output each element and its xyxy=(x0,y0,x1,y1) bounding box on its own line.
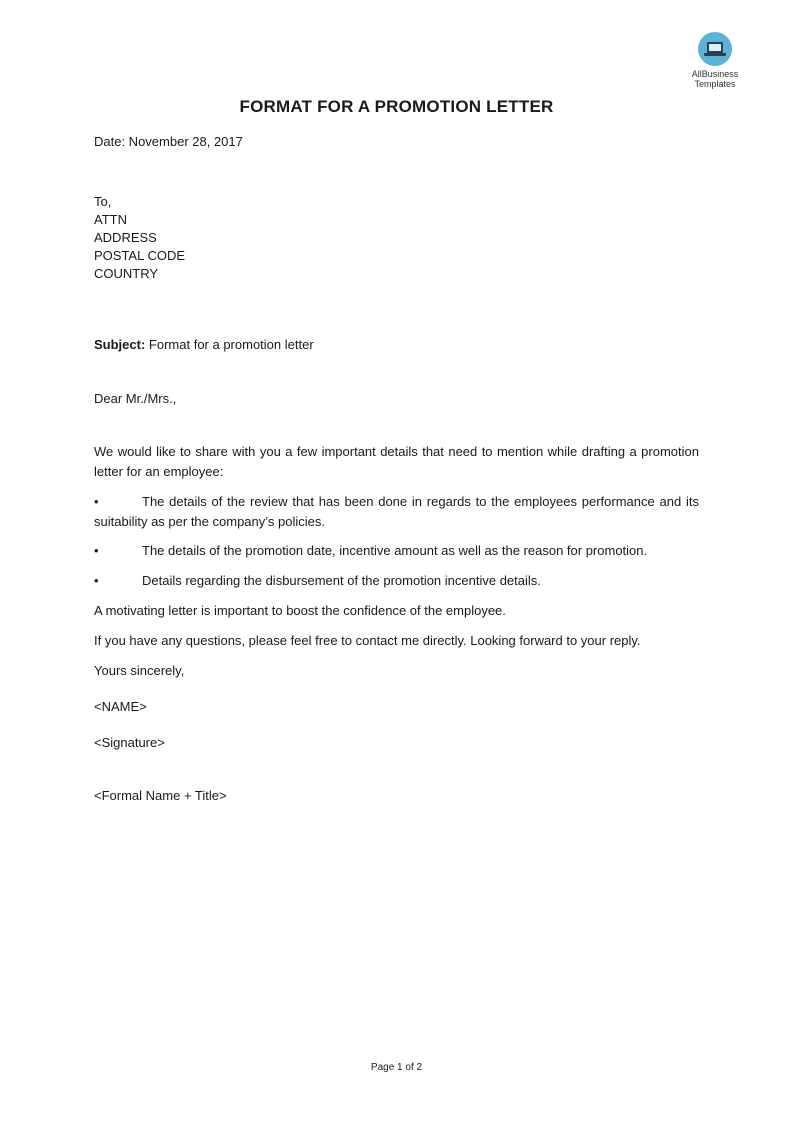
bullet-symbol: • xyxy=(94,494,99,509)
company-logo xyxy=(680,32,750,89)
address-country: COUNTRY xyxy=(94,266,159,281)
subject-text: Format for a promotion letter xyxy=(148,337,314,352)
bullet-symbol: • xyxy=(94,573,99,588)
logo-line-1: AllBusiness xyxy=(691,69,739,79)
laptop-icon xyxy=(698,32,732,66)
greeting: Dear Mr./Mrs., xyxy=(94,391,177,406)
bullet-symbol: • xyxy=(94,543,99,558)
questions-paragraph: If you have any questions, please feel free to contact me directly. Looking forward to your reply. xyxy=(94,633,641,648)
bullet-text: Details regarding the disbursement of the promotion incentive details. xyxy=(142,573,541,588)
page-number: Page 1 of 2 xyxy=(370,1062,423,1073)
date-line: Date: November 28, 2017 xyxy=(94,134,243,149)
subject-label: Subject: xyxy=(94,337,146,352)
subject-line xyxy=(94,336,314,354)
address-postal-code: POSTAL CODE xyxy=(94,248,186,263)
address-line: ADDRESS xyxy=(94,230,157,245)
bullet-item xyxy=(94,492,699,532)
name-placeholder: <NAME> xyxy=(94,699,147,714)
logo-text xyxy=(680,69,750,89)
signature-placeholder: <Signature> xyxy=(94,735,165,750)
bullet-item xyxy=(94,571,699,591)
motivating-paragraph: A motivating letter is important to boost the confidence of the employee. xyxy=(94,603,506,618)
bullet-text: The details of the review that has been done in regards to the employees performance and its suitability as per the company’s policies. xyxy=(94,494,699,529)
bullet-text: The details of the promotion date, incentive amount as well as the reason for promotion. xyxy=(142,543,648,558)
closing: Yours sincerely, xyxy=(94,663,185,678)
bullet-item xyxy=(94,541,699,561)
formal-name-placeholder: <Formal Name + Title> xyxy=(94,788,227,803)
intro-paragraph: We would like to share with you a few important details that need to mention while drafting a promotion letter for an employee: xyxy=(94,444,699,479)
document-title: FORMAT FOR A PROMOTION LETTER xyxy=(239,97,554,116)
address-attn: ATTN xyxy=(94,212,127,227)
logo-line-2: Templates xyxy=(694,79,736,89)
address-to: To, xyxy=(94,194,112,209)
